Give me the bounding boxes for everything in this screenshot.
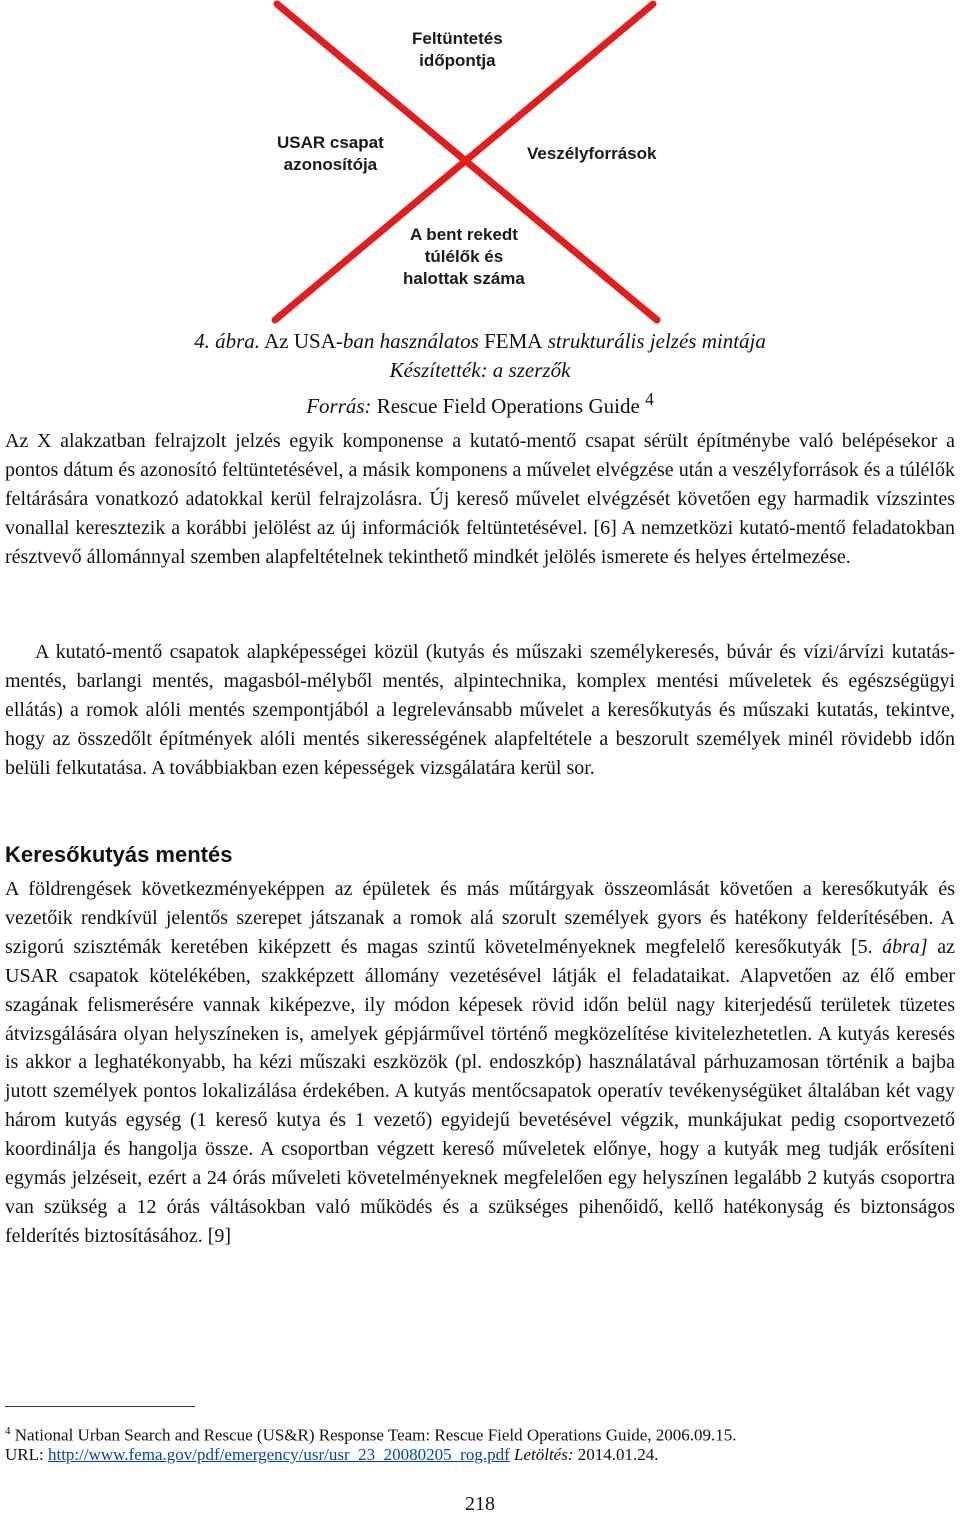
paragraph-x-marking: Az X alakzatban felrajzolt jelzés egyik komponense a kutató-mentő csapat sérült építménybe való belépésekor a pontos dátum és azonosító feltüntetésével, a másik komponens a művelet elvégzése után a veszélyforrások és a túlélők feltárására vonatkozó adatokkal kerül felrajzolásra. Új kereső művelet elvégzését követően egy harmadik vízszintes vonallal keresztezik a korábbi jelölést az új információk feltüntetésével. [6] A nemzetközi kutató-mentő feladatokban résztvevő állománnyal szemben alapfeltételnek tekinthető mindkét jelölés ismerete és helyes értelmezése. [5,430,955,568]
label-team-line2: azonosítója [283,155,378,174]
label-team-id [277,132,384,176]
paragraph-capabilities [5,638,955,783]
figure-caption-source [0,385,960,421]
label-date-line2: időpontja [419,51,496,70]
footnote-number: 4 [5,1425,11,1437]
caption-footnote-ref: 4 [645,389,654,409]
caption-title-a: Az USA- [264,329,343,353]
caption-title-c: FEMA [484,329,543,353]
paragraph-search-dogs-a: A földrengések következményeképpen az épületek és más műtárgyak összeomlását követően a keresőkutyák és vezetőik rendkívül jelentős szerepet játszanak a romok alá szorult személyek gyors és hatékony felderítésében. A szigorú szisztémák keretében kiképzett és magas szintű követelményeknek megfelelő keresőkutyák [5. [5,878,955,958]
label-date-line1: Feltüntetés [412,29,503,48]
figure-caption-title [0,327,960,356]
fema-marking-figure [255,0,675,325]
caption-made-by: Készítették: a szerzők [389,358,571,382]
caption-title-d: strukturális jelzés mintája [542,329,766,353]
footnote-divider [5,1406,195,1407]
footnote-url-line [5,1443,955,1466]
figure-caption-author [0,356,960,385]
label-date [412,28,503,72]
caption-title-b: ban használatos [342,329,485,353]
label-survivors-line1: A bent rekedt [409,225,518,244]
figure-number: 4. ábra. [194,329,261,353]
footnote-text: National Urban Search and Rescue (US&R) Response Team: Rescue Field Operations Guide, 2006.09.15. [10,1425,737,1445]
footnote-url-label: URL: [5,1445,48,1464]
label-hazards: Veszélyforrások [527,144,657,163]
caption-source-value: Rescue Field Operations Guide [376,394,640,418]
footnote-download-date: 2014.01.24. [573,1445,659,1464]
label-survivors-line3: halottak száma [403,269,525,288]
footnote-url-link[interactable]: http://www.fema.gov/pdf/emergency/usr/usr_23_20080205_rog.pdf [47,1445,510,1464]
footnote-download-label: Letöltés: [509,1445,574,1464]
page-number: 218 [465,1493,495,1515]
caption-source-label: Forrás: [306,394,377,418]
paragraph-search-dogs-b: az USAR csapatok kötelékében, szakképzett állomány vezetésével látják el feladataikat. Alapvetően az élő ember szagának felismerésére vannak kiképezve, ily módon képesek rövid időn belül nagy kiterjedésű területek tüzetes átvizsgálására olyan helyszíneken is, amelyek gépjárművel történő megközelítése kivitelezhetetlen. A kutyás keresés is akkor a leghatékonyabb, ha kézi műszaki eszközök (pl. endoszkóp) használatával párhuzamosan történik a bajba jutott személyek pontos lokalizálása érdekében. A kutyás mentőcsapatok operatív tevékenységüket általában két vagy három kutyás egység (1 kereső kutya és 1 vezető) egyidejű bevetésével végzik, munkájukat pedig csoportvezető koordinálja és hangolja össze. A csoportban végzett kereső műveletek előnye, hogy a kutyák meg tudják erősíteni egymás jelzéseit, ezért a 24 órás műveleti követelményeknek megfelelően egy helyszínen legalább 2 kutyás csoportra van szükség a 12 órás váltásokban való működés és a szükséges pihenőidő, kellő hatékonyság és biztonságos felderítés biztosításához. [9] [5,935,955,1247]
label-survivors-line2: túlélők és [424,247,504,266]
label-survivors [403,224,525,290]
paragraph-search-dogs-ref: ábra] [882,935,928,958]
paragraph-search-dogs [5,875,955,1251]
label-team-line1: USAR csapat [277,133,384,152]
section-heading: Keresőkutyás mentés [5,842,233,867]
paragraph-capabilities-text: A kutató-mentő csapatok alapképességei közül (kutyás és műszaki személykeresés, búvár és vízi/árvízi kutatás-mentés, barlangi mentés, magasból-mélyből mentés, alpintechnika, komplex mentési műveletek és egészségügyi ellátás) a romok alóli mentés szempontjából a legrelevánsabb művelet a keresőkutyás és műszaki kutatás, tekintve, hogy az összedőlt építmények alóli mentés sikerességének alapfeltétele a beszorult személyek minél rövidebb időn belüli felkutatása. A továbbiakban ezen képességek vizsgálatára kerül sor. [5,641,955,779]
